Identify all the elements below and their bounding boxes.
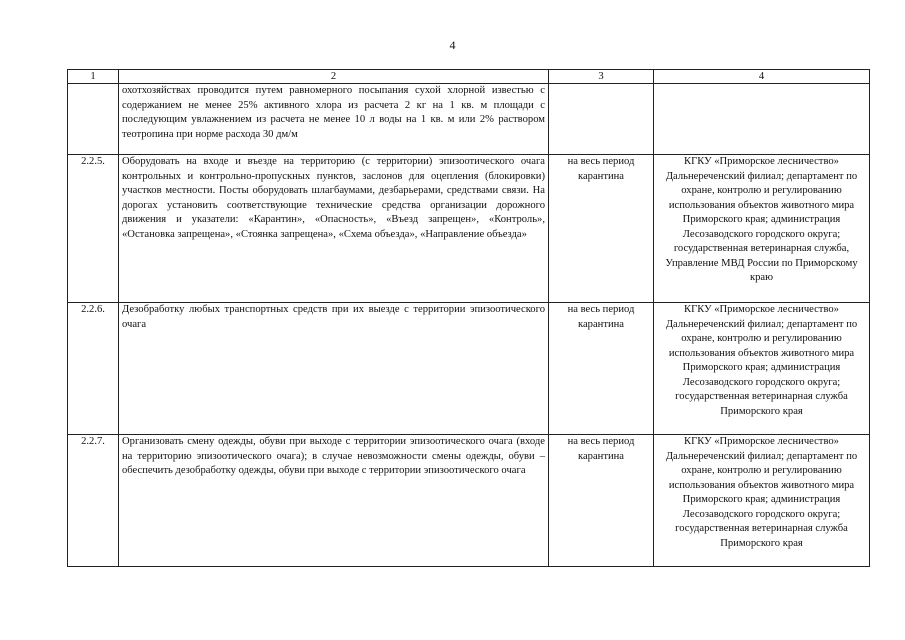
- measure-period: на весь период карантина: [549, 155, 654, 303]
- table-row: [68, 303, 870, 435]
- measure-executors: КГКУ «Приморское лесничество» Дальнереченский филиал; департамент по охране, контролю и регулированию использования объектов животного мира Приморского края; администрация Лесозаводского городского округа; государственная ветеринарная служба Приморского края: [654, 435, 870, 567]
- table-row: [68, 435, 870, 567]
- item-number: 2.2.5.: [68, 155, 119, 303]
- item-number: 2.2.6.: [68, 303, 119, 435]
- item-number: [68, 84, 119, 155]
- page-number: 4: [449, 38, 456, 52]
- measure-description: Организовать смену одежды, обуви при выходе с территории эпизоотического очага (входе на территорию эпизоотического очага); в случае невозможности смены одежды, обуви – обеспечить дезобработку одежды, обуви при выходе с территории эпизоотического очага: [119, 435, 549, 567]
- table-row: [68, 84, 870, 155]
- measure-description: Дезобработку любых транспортных средств при их выезде с территории эпизоотического очага: [119, 303, 549, 435]
- table-row: [68, 155, 870, 303]
- measure-executors: КГКУ «Приморское лесничество» Дальнереченский филиал; департамент по охране, контролю и регулированию использования объектов животного мира Приморского края; администрация Лесозаводского городского округа; государственная ветеринарная служба, Управление МВД России по Приморскому краю: [654, 155, 870, 303]
- measure-executors: [654, 84, 870, 155]
- measure-description: Оборудовать на входе и въезде на территорию (с территории) эпизоотического очага контрольных и контрольно-пропускных пунктов, заслонов для оцепления (блокировки) участков местности. Посты оборудовать шлагбаумами, дезбарьерами, средствами связи. На дорогах установить соответствующие технические средства организации дорожного движения и указатели: «Карантин», «Опасность», «Въезд запрещен», «Контроль», «Остановка запрещена», «Стоянка запрещена», «Схема объезда», «Направление объезда»: [119, 155, 549, 303]
- measure-period: на весь период карантина: [549, 435, 654, 567]
- measure-executors: КГКУ «Приморское лесничество» Дальнереченский филиал; департамент по охране, контролю и регулированию использования объектов животного мира Приморского края; администрация Лесозаводского городского округа; государственная ветеринарная служба Приморского края: [654, 303, 870, 435]
- item-number: 2.2.7.: [68, 435, 119, 567]
- measure-description: охотхозяйствах проводится путем равномерного посыпания сухой хлорной известью с содержанием не менее 25% активного хлора из расчета 2 кг на 1 кв. м площади с последующим увлажнением из расчета не менее 10 л воды на 1 кв. м или 2% раствором теотропина при норме расхода 30 дм/м: [119, 84, 549, 155]
- table-header-row: [68, 70, 870, 84]
- header-col-4: 4: [654, 70, 870, 84]
- measure-period: на весь период карантина: [549, 303, 654, 435]
- measures-table: [67, 69, 870, 567]
- measure-period: [549, 84, 654, 155]
- header-col-2: 2: [119, 70, 549, 84]
- header-col-3: 3: [549, 70, 654, 84]
- header-col-1: 1: [68, 70, 119, 84]
